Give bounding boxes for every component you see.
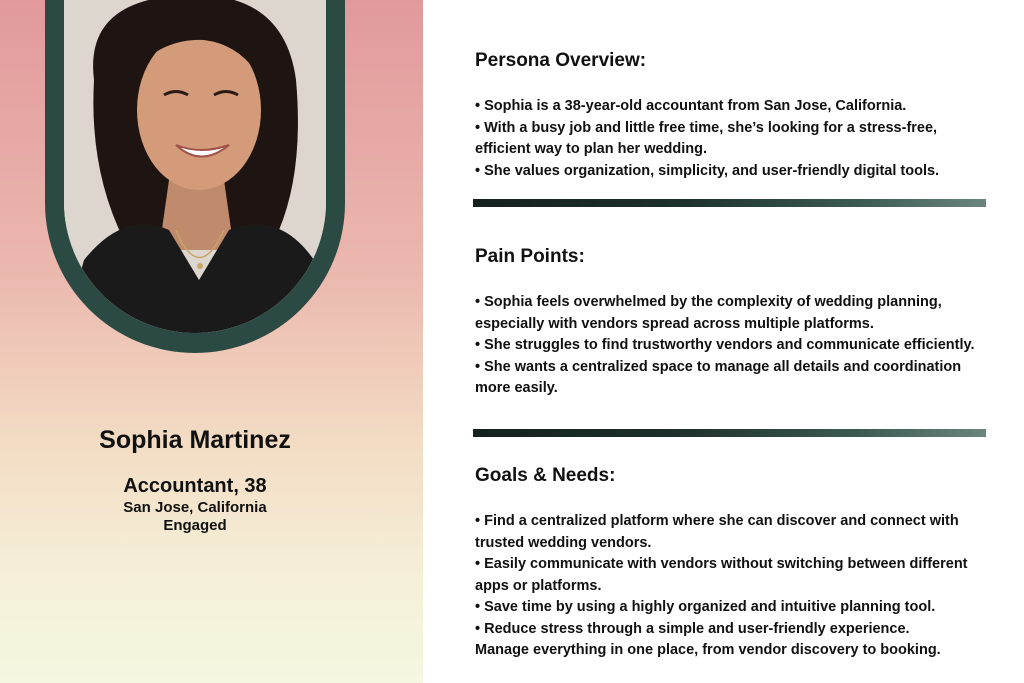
persona-details [0, 426, 390, 534]
bullet-item: • She values organization, simplicity, and user-friendly digital tools. [475, 162, 940, 179]
section-body [475, 511, 995, 662]
profile-photo [64, 0, 326, 333]
profile-photo-frame [45, 0, 345, 353]
section-divider [473, 199, 986, 207]
bullet-item: • Find a centralized platform where she can discover and connect with trusted wedding vendors. [475, 513, 959, 551]
persona-location: San Jose, California [123, 499, 267, 516]
bullet-item: • Reduce stress through a simple and user-friendly experience. [475, 620, 910, 637]
bullet-item: • Easily communicate with vendors without switching between different apps or platforms. [475, 556, 968, 594]
bullet-item: • She wants a centralized space to manage all details and coordination more easily. [475, 358, 962, 396]
section-body [475, 292, 995, 400]
section-title: Pain Points: [475, 246, 585, 267]
section-divider [473, 429, 986, 437]
section-goals-needs [475, 465, 995, 662]
profile-panel [0, 0, 423, 683]
section-body [475, 96, 995, 182]
persona-name: Sophia Martinez [99, 426, 291, 454]
portrait-illustration [64, 0, 326, 333]
section-persona-overview [475, 50, 995, 182]
bullet-item: • Sophia feels overwhelmed by the complexity of wedding planning, especially with vendors spread across multiple platforms. [475, 294, 942, 332]
bullet-item: • With a busy job and little free time, she’s looking for a stress-free, efficient way to plan her wedding. [475, 119, 938, 157]
bullet-item: Manage everything in one place, from vendor discovery to booking. [475, 642, 941, 658]
section-title: Goals & Needs: [475, 465, 616, 486]
bullet-item: • Save time by using a highly organized and intuitive planning tool. [475, 599, 936, 615]
section-pain-points [475, 246, 995, 400]
details-panel [423, 0, 1024, 683]
persona-role: Accountant, 38 [123, 475, 267, 497]
bullet-item: • Sophia is a 38-year-old accountant from San Jose, California. [475, 98, 907, 114]
persona-status: Engaged [163, 517, 227, 534]
section-title: Persona Overview: [475, 50, 647, 71]
bullet-item: • She struggles to find trustworthy vendors and communicate efficiently. [475, 337, 975, 353]
